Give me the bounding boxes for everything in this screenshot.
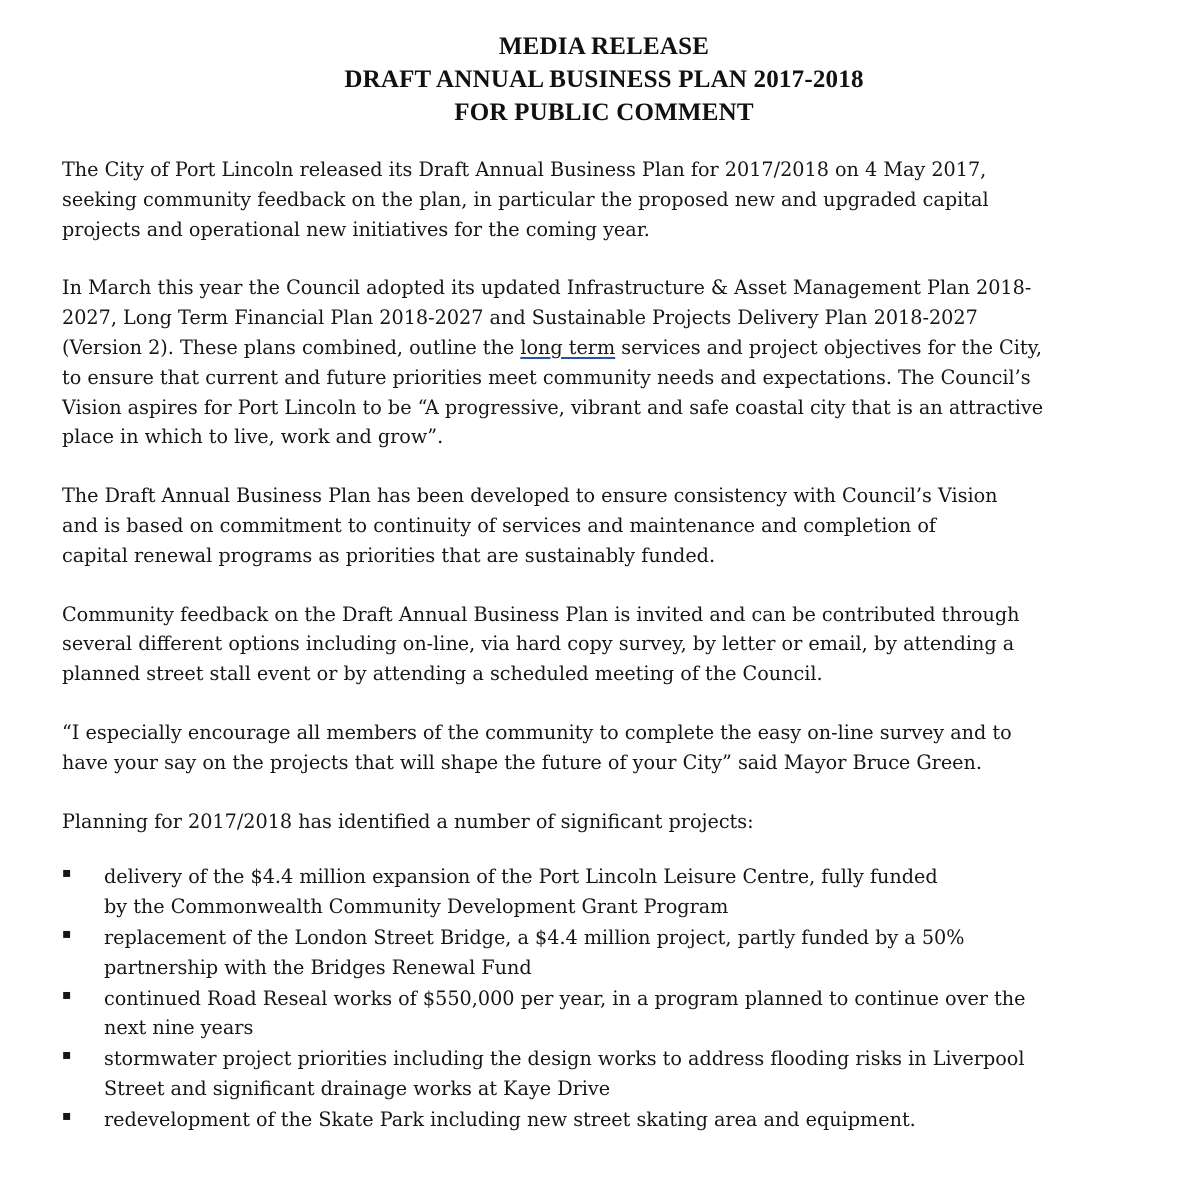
list-item-line: redevelopment of the Skate Park including new street skating area and equipment. [104,1107,916,1131]
square-bullet-icon: ▪ [62,1107,72,1124]
heading-line-public-comment: FOR PUBLIC COMMENT [454,99,754,126]
paragraph-line: 2027, Long Term Financial Plan 2018-2027 and Sustainable Projects Delivery Plan 2018-2027 [62,306,978,330]
list-item-line: delivery of the $4.4 million expansion of the Port Lincoln Leisure Centre, fully funded [104,865,938,889]
paragraph-mayor-quote [62,718,1146,778]
paragraph-release-announcement [62,155,1146,244]
paragraph-line: and is based on commitment to continuity of services and maintenance and completion of [62,513,937,537]
paragraph-line-with-term [62,333,1146,363]
paragraph-line: several different options including on-line, via hard copy survey, by letter or email, by attending a [62,632,1015,656]
paragraph-line: “I especially encourage all members of the community to complete the easy on-line survey and to [62,720,1012,744]
paragraph-line: seeking community feedback on the plan, in particular the proposed new and upgraded capital [62,187,989,211]
paragraph-projects-intro [62,807,1146,837]
list-item-line: by the Commonwealth Community Development Grant Program [104,895,729,919]
paragraph-line: Vision aspires for Port Lincoln to be “A progressive, vibrant and safe coastal city that is an attractive [62,395,1044,419]
paragraph-line: capital renewal programs as priorities that are sustainably funded. [62,543,716,567]
underlined-term-long-term: long term [520,335,616,359]
heading-line-media-release: MEDIA RELEASE [498,33,710,60]
list-item [62,923,1146,983]
list-item [62,984,1146,1044]
paragraph-community-feedback [62,600,1146,689]
list-item-line: replacement of the London Street Bridge, a $4.4 million project, partly funded by a 50% [104,925,965,949]
text-segment: (Version 2). These plans combined, outline the [62,335,521,359]
list-item [62,862,1146,922]
paragraph-line: to ensure that current and future priorities meet community needs and expectations. The Council’s [62,365,1031,389]
paragraph-line: Community feedback on the Draft Annual Business Plan is invited and can be contributed through [62,602,1020,626]
list-item-line: continued Road Reseal works of $550,000 per year, in a program planned to continue over the [104,986,1026,1010]
square-bullet-icon: ▪ [62,925,72,942]
media-release-heading [62,30,1146,129]
paragraph-line: The Draft Annual Business Plan has been developed to ensure consistency with Council’s Vision [62,484,998,508]
paragraph-line: projects and operational new initiatives for the coming year. [62,217,650,241]
list-item-line: stormwater project priorities including the design works to address flooding risks in Liverpool [104,1047,1025,1071]
paragraph-line: In March this year the Council adopted its updated Infrastructure & Asset Management Plan 2018- [62,276,1032,300]
list-item-line: next nine years [104,1016,254,1040]
list-item-line: partnership with the Bridges Renewal Fund [104,955,532,979]
text-segment: services and project objectives for the City, [615,335,1042,359]
square-bullet-icon: ▪ [62,986,72,1003]
paragraph-line: have your say on the projects that will shape the future of your City” said Mayor Bruce Green. [62,750,982,774]
paragraph-line: The City of Port Lincoln released its Draft Annual Business Plan for 2017/2018 on 4 May 2017, [62,158,987,181]
paragraph-line: planned street stall event or by attending a scheduled meeting of the Council. [62,662,823,686]
square-bullet-icon: ▪ [62,865,72,882]
paragraph-council-plans [62,273,1146,452]
square-bullet-icon: ▪ [62,1047,72,1064]
heading-line-plan-title: DRAFT ANNUAL BUSINESS PLAN 2017-2018 [344,66,864,93]
paragraph-line: place in which to live, work and grow”. [62,425,444,449]
list-item [62,1044,1146,1104]
paragraph-line: Planning for 2017/2018 has identified a number of significant projects: [62,809,754,833]
list-item [62,1105,1146,1135]
significant-projects-list [62,862,1146,1134]
paragraph-plan-development [62,481,1146,570]
list-item-line: Street and significant drainage works at Kaye Drive [104,1076,611,1100]
